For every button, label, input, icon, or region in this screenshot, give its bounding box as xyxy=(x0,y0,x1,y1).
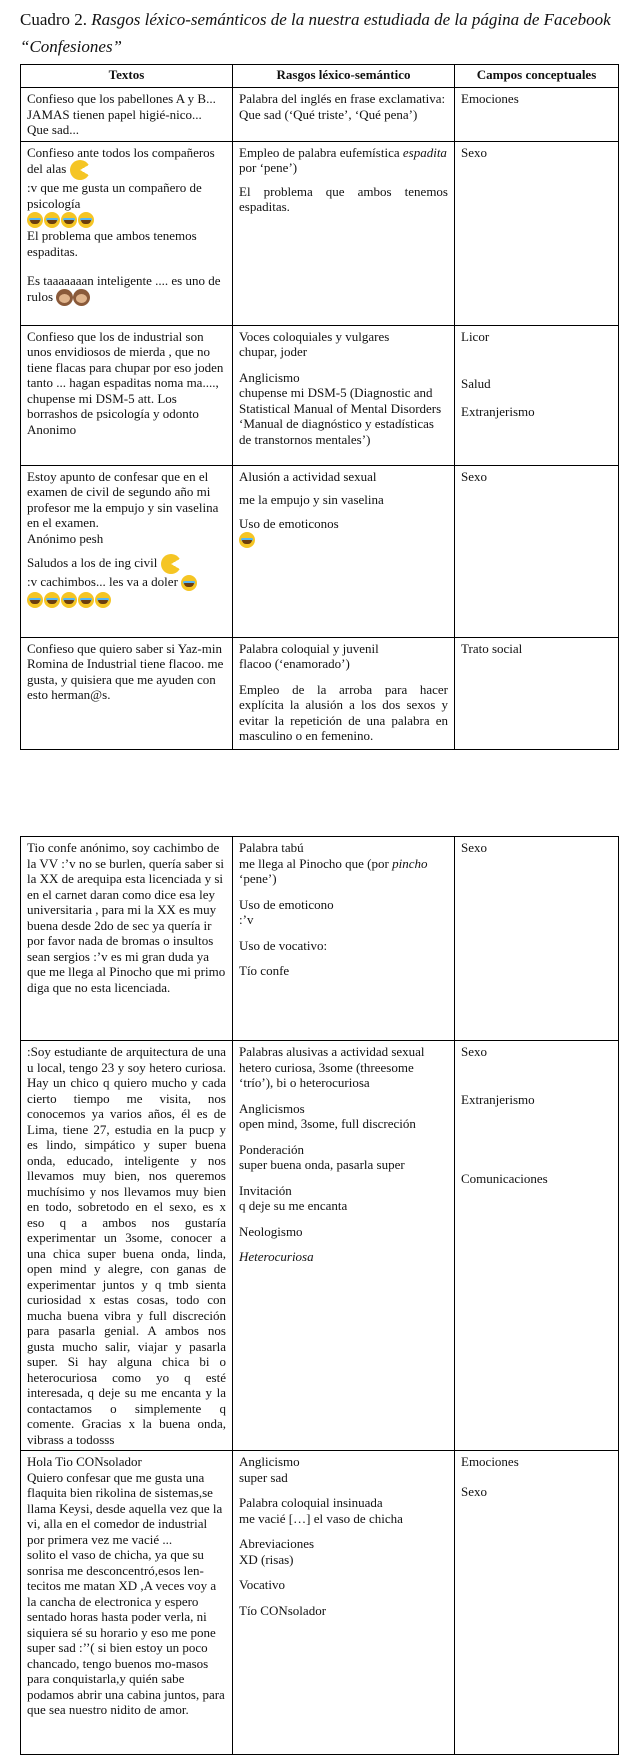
rasgo-segment: pincho xyxy=(392,855,428,871)
rasgo-line: Uso de emoticonos xyxy=(239,515,339,531)
cell-campos xyxy=(455,837,619,1041)
caption-title: Rasgos léxico-semánticos de la nuestra estudiada de la página de Facebook “Confesiones” xyxy=(20,10,611,56)
cell-texto xyxy=(21,88,233,142)
rasgo-line: super buena onda, pasarla super xyxy=(239,1157,405,1172)
texto-line: :v que me gusta un compañero de psicología xyxy=(27,180,202,211)
laugh-emoji-icon xyxy=(181,575,197,591)
table-row xyxy=(21,637,619,749)
header-campos: Campos conceptuales xyxy=(455,65,619,88)
monkey-emoji-icon xyxy=(56,289,73,306)
texto-segment: Confieso ante todos los compañeros del alas xyxy=(27,144,215,176)
rasgo-line: Palabra tabú xyxy=(239,840,304,855)
laugh-emoji-icon xyxy=(44,212,60,228)
rasgo-segment: espadita xyxy=(402,144,447,160)
cell-campos xyxy=(455,1041,619,1451)
cell-campos xyxy=(455,1451,619,1755)
header-rasgos: Rasgos léxico-semántico xyxy=(233,65,455,88)
cell-texto xyxy=(21,141,233,325)
texto-line: solito el vaso de chicha, ya que su sonrisa me desconcentró,esos len-tecitos me matan XD ,A veces voy a la cancha de electronica y espero sentado horas hasta poder verla, ni siquiera sé su horario y eso me pone super sad :’’( si bien estoy un poco chancado, tengo buenos mo-masos para conquistarla,y quién sabe podamos abrir una cabina juntos, para que sea nuestro nidito de amor. xyxy=(27,1547,225,1717)
campo-line: Sexo xyxy=(461,468,487,484)
texto-line: Confieso que los de industrial son unos envidiosos de mierda , que no tiene flacas para chupar por eso joden tanto ... hagan espaditas noma ma...., chupense mi DSM-5 att. Los borrashos de psicología y odonto xyxy=(27,328,224,421)
table-caption xyxy=(20,6,630,60)
table-row xyxy=(21,325,619,465)
cell-texto xyxy=(21,325,233,465)
table-row xyxy=(21,465,619,637)
cell-texto xyxy=(21,1041,233,1451)
rasgo-line: flacoo (‘enamorado’) xyxy=(239,656,350,671)
campo-line: Licor xyxy=(461,328,490,344)
texto-line xyxy=(27,273,226,306)
texto-segment: Saludos a los de ing civil xyxy=(27,554,158,570)
laugh-emoji-group-icon xyxy=(27,591,226,608)
rasgo-line: Palabra del inglés en frase exclamativa: xyxy=(239,91,446,106)
texto-line xyxy=(27,554,226,574)
rasgo-line: Uso de emoticono xyxy=(239,896,334,912)
texto-line: :Soy estudiante de arquitectura de una u local, tengo 23 y soy hetero curiosa. Hay un chico q quiero mucho y cada cierto tiempo me visita, nos conocemos ya varios años, él es de Lima, tiene 27, estudia en la pucp y es lindo, simpático y super buena onda, educado, inteligente y nos llevamos muy bien, nos queremos muchísimo y nos llevamos muy bien en todo, sobretodo en el sexo, es x eso q a ambos nos gustaría experimentar un 3some, conocer a una chica super buena onda, linda, open mind y alegre, con ganas de experimentar juntos y q tmb sienta curiosidad x estas cosas, todo con mucha buena vibra y full discreción para pasarla genial. A ambos nos gusta mucho salir, viajar y pasarla super. Si hay alguna chica bi o heterocuriosa como yo q esté interesada, q deje su me encanta y la contactamos o simplemente q comente. Gracias x la buena onda, vibrass a todosss xyxy=(27,1044,226,1447)
rasgo-line: open mind, 3some, full discreción xyxy=(239,1116,416,1131)
lexical-table-part-1 xyxy=(20,64,619,750)
rasgo-segment: Empleo de palabra eufemística xyxy=(239,144,400,160)
texto-line xyxy=(27,574,226,591)
header-textos: Textos xyxy=(21,65,233,88)
texto-line: Tio confe anónimo, soy cachimbo de la VV :’v no se burlen, quería saber si la XX de arequipa esta licenciada y si en el carnet daran como dice esa ley universitaria , para mi la XX es muy buena desde 2do de sec ya quería ir por favor nada de bromas o insultos sean sergios :’v es mi gran duda ya que me llega al Pinocho que mi primo diga que no esta licenciada. xyxy=(27,840,226,995)
crying-laugh-emoji-group-icon xyxy=(27,211,226,228)
rasgo-line: Que sad (‘Qué triste’, ‘Qué pena’) xyxy=(239,106,418,122)
cell-texto xyxy=(21,1451,233,1755)
rasgo-line: Palabras alusivas a actividad sexual xyxy=(239,1044,425,1059)
rasgo-line: Palabra coloquial insinuada xyxy=(239,1495,383,1510)
caption-label: Cuadro 2. xyxy=(20,10,88,29)
rasgo-line: Neologismo xyxy=(239,1223,303,1239)
rasgo-line: Uso de vocativo: xyxy=(239,937,328,953)
rasgo-line: me la empujo y sin vaselina xyxy=(239,492,384,507)
cell-campos xyxy=(455,637,619,749)
texto-segment: Es taaaaaaan inteligente .... es uno de rulos xyxy=(27,273,221,304)
rasgo-line: Anglicismos xyxy=(239,1100,305,1116)
laugh-emoji-icon xyxy=(27,592,43,608)
texto-line: Hola Tio CONsolador xyxy=(27,1454,142,1469)
campo-line: Comunicaciones xyxy=(461,1171,548,1186)
rasgo-line: Vocativo xyxy=(239,1577,285,1592)
rasgo-line xyxy=(239,856,448,872)
texto-line xyxy=(27,145,226,181)
campo-line: Emociones xyxy=(461,91,519,106)
texto-line: Quiero confesar que me gusta una flaquita bien rikolina de sistemas,se llama Keysi, desde aquella vez que la vi, alla en el comedor de industrial por primera vez me vacié ... xyxy=(27,1469,223,1547)
cell-texto xyxy=(21,637,233,749)
cell-campos xyxy=(455,465,619,637)
rasgo-line: q deje su me encanta xyxy=(239,1198,348,1213)
texto-line: Estoy apunto de confesar que en el examen de civil de segundo año mi profesor me la empujo y sin vaselina en el examen. xyxy=(27,468,219,530)
table-header-row xyxy=(21,65,619,88)
rasgo-segment: me llega al Pinocho que (por xyxy=(239,855,389,871)
rasgo-line: me vacié […] el vaso de chicha xyxy=(239,1510,403,1526)
campo-line: Sexo xyxy=(461,1044,487,1059)
campo-line: Extranjerismo xyxy=(461,403,535,419)
rasgo-line: Anglicismo xyxy=(239,369,300,385)
lexical-table-part-2 xyxy=(20,836,619,1755)
cell-rasgos xyxy=(233,837,455,1041)
cell-rasgos xyxy=(233,637,455,749)
texto-line: Confieso que los pabellones A y B... JAMAS tienen papel higié-nico... Que sad... xyxy=(27,91,216,137)
campo-line: Salud xyxy=(461,376,491,391)
laugh-emoji-icon xyxy=(44,592,60,608)
cell-rasgos xyxy=(233,1451,455,1755)
cell-rasgos xyxy=(233,325,455,465)
cell-texto xyxy=(21,837,233,1041)
cell-rasgos xyxy=(233,141,455,325)
cell-campos xyxy=(455,88,619,142)
rasgo-line: Heterocuriosa xyxy=(239,1249,314,1264)
rasgo-line: Ponderación xyxy=(239,1141,304,1157)
laugh-emoji-icon xyxy=(27,212,43,228)
table-row xyxy=(21,1451,619,1755)
table-row xyxy=(21,141,619,325)
table-row xyxy=(21,837,619,1041)
rasgo-line: Abreviaciones xyxy=(239,1536,315,1551)
rasgo-line: chupense mi DSM-5 (Diagnostic and Statistical Manual of Mental Disorders ‘Manual de diagnóstico y estadísticas de transtornos mentales’) xyxy=(239,385,442,447)
table-row xyxy=(21,1041,619,1451)
laugh-emoji-icon xyxy=(78,212,94,228)
cell-rasgos xyxy=(233,88,455,142)
texto-line: El problema que ambos tenemos espaditas. xyxy=(27,228,197,259)
rasgo-line: El problema que ambos tenemos espaditas. xyxy=(239,183,448,214)
rasgo-line: Voces coloquiales y vulgares xyxy=(239,328,390,344)
texto-line: Anónimo pesh xyxy=(27,530,104,546)
rasgo-line: ‘pene’) xyxy=(239,871,277,886)
cell-campos xyxy=(455,141,619,325)
rasgo-line: Tío CONsolador xyxy=(239,1602,327,1618)
texto-line: Confieso que quiero saber si Yaz-min Romina de Industrial tiene flacoo. me gusta, y quisiera que me ayuden con esto herman@s. xyxy=(27,640,224,702)
rasgo-line: Invitación xyxy=(239,1182,292,1198)
rasgo-line: Anglicismo xyxy=(239,1454,300,1469)
campo-line: Sexo xyxy=(461,1483,487,1499)
rasgo-line: XD (risas) xyxy=(239,1551,294,1567)
campo-line: Extranjerismo xyxy=(461,1091,535,1107)
campo-line: Trato social xyxy=(461,640,523,656)
laugh-emoji-icon xyxy=(61,212,77,228)
campo-line: Sexo xyxy=(461,840,487,855)
rasgo-line: Alusión a actividad sexual xyxy=(239,468,377,484)
rasgo-segment: por ‘pene’) xyxy=(239,160,298,175)
cell-rasgos xyxy=(233,465,455,637)
rasgo-line: Tío confe xyxy=(239,963,290,978)
cell-texto xyxy=(21,465,233,637)
laugh-emoji-icon xyxy=(239,532,255,548)
rasgo-line xyxy=(239,145,448,176)
cell-rasgos xyxy=(233,1041,455,1451)
rasgo-line: Empleo de la arroba para hacer explícita la alusión a los dos sexos y evitar la repetición de una palabra en masculino o en femenino. xyxy=(239,681,448,743)
campo-line: Emociones xyxy=(461,1454,519,1469)
pacman-emoticon-icon xyxy=(70,160,90,180)
cell-campos xyxy=(455,325,619,465)
rasgo-line: super sad xyxy=(239,1469,288,1485)
pacman-emoticon-icon xyxy=(161,554,181,574)
texto-line: Anonimo xyxy=(27,421,77,437)
campo-line: Sexo xyxy=(461,144,487,160)
rasgo-line: Palabra coloquial y juvenil xyxy=(239,640,379,656)
texto-segment: :v cachimbos... les va a doler xyxy=(27,574,178,589)
rasgo-line: chupar, joder xyxy=(239,344,308,359)
monkey-emoji-icon xyxy=(73,289,90,306)
laugh-emoji-icon xyxy=(78,592,94,608)
rasgo-line: hetero curiosa, 3some (threesome ‘trío’), bi o heterocuriosa xyxy=(239,1059,414,1090)
laugh-emoji-icon xyxy=(95,592,111,608)
table-row xyxy=(21,88,619,142)
laugh-emoji-icon xyxy=(61,592,77,608)
rasgo-line: :’v xyxy=(239,912,254,927)
